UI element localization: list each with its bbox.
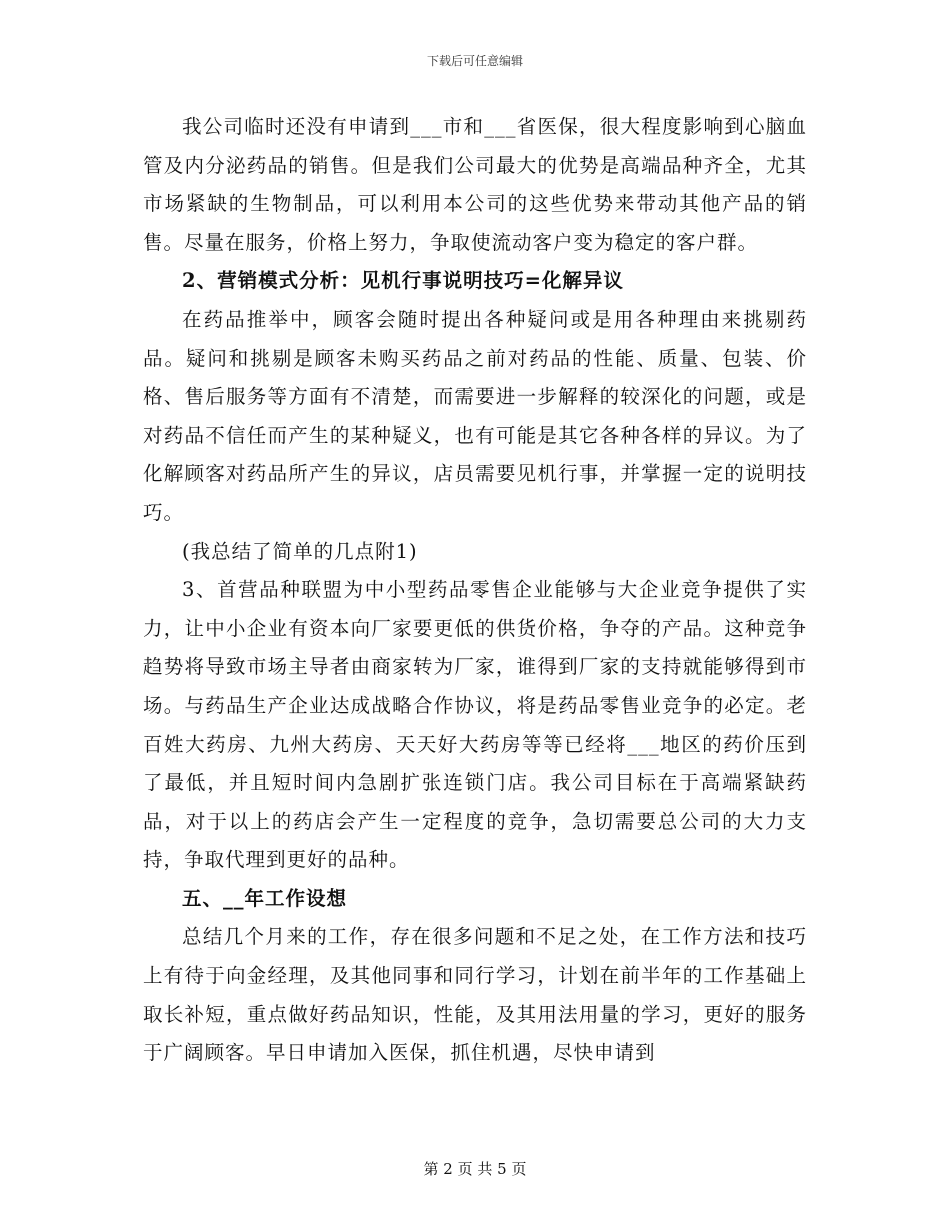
paragraph-summary: 总结几个月来的工作，存在很多问题和不足之处，在工作方法和技巧上有待于向金经理，及其他同事和同行学习，计划在前半年的工作基础上取长补短，重点做好药品知识，性能，及其用法用量的学习，更好的服务于广阔顾客。早日申请加入医保，抓住机遇，尽快申请到 (143, 925, 807, 1065)
paragraph-medical-insurance: 我公司临时还没有申请到___市和___省医保，很大程度影响到心脑血管及内分泌药品的销售。但是我们公司最大的优势是高端品种齐全，尤其市场紧缺的生物制品，可以利用本公司的这些优势来带动其他产品的销售。尽量在服务，价格上努力，争取使流动客户变为稳定的客户群。 (143, 115, 807, 254)
heading-work-plan: 五、__年工作设想 (182, 886, 348, 910)
page-header: 下载后可任意编辑 (426, 54, 523, 68)
heading-marketing-model: 2、营销模式分析：见机行事说明技巧=化解异议 (182, 269, 624, 293)
document-body (143, 108, 807, 1073)
paragraph-objections: 在药品推举中，顾客会随时提出各种疑问或是用各种理由来挑剔药品。疑问和挑剔是顾客未购买药品之前对药品的性能、质量、包装、价格、售后服务等方面有不清楚，而需要进一步解释的较深化的问题，或是对药品不信任而产生的某种疑义，也有可能是其它各种各样的异议。为了化解顾客对药品所产生的异议，店员需要见机行事，并掌握一定的说明技巧。 (143, 307, 807, 524)
paragraph-alliance: 3、首营品种联盟为中小型药品零售企业能够与大企业竞争提供了实力，让中小企业有资本向厂家要更低的供货价格，争夺的产品。这种竞争趋势将导致市场主导者由商家转为厂家，谁得到厂家的支持就能够得到市场。与药品生产企业达成战略合作协议，将是药品零售业竞争的必定。老百姓大药房、九州大药房、天天好大药房等等已经将___地区的药价压到了最低，并且短时间内急剧扩张连锁门店。我公司目标在于高端紧缺药品，对于以上的药店会产生一定程度的竞争，急切需要总公司的大力支持，争取代理到更好的品种。 (143, 578, 807, 872)
paragraph-note: (我总结了简单的几点附1) (182, 539, 418, 563)
page-number: 第 2 页 共 5 页 (423, 1160, 527, 1178)
